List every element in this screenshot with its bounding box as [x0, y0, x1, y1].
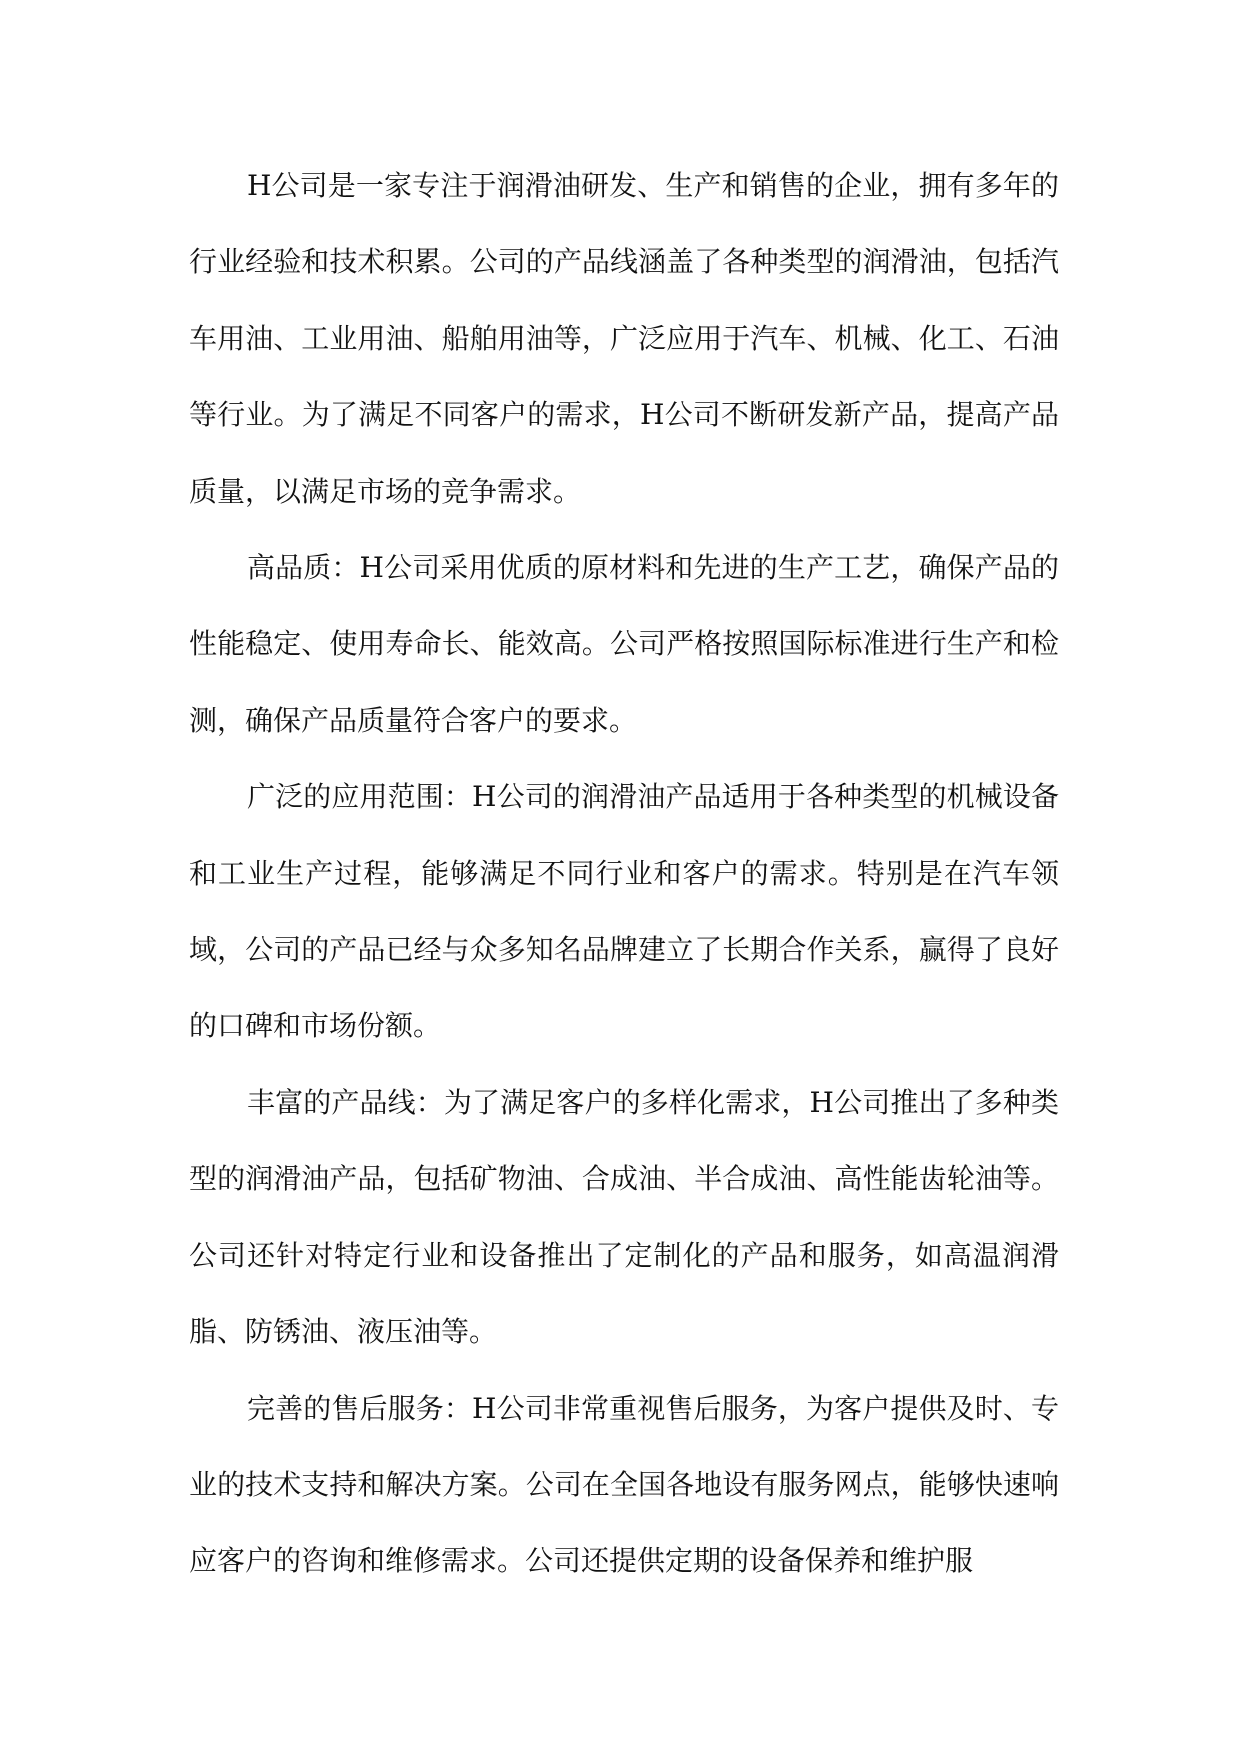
- paragraph-company-intro: H公司是一家专注于润滑油研发、生产和销售的企业，拥有多年的行业经验和技术积累。公司的产品线涵盖了各种类型的润滑油，包括汽车用油、工业用油、船舶用油等，广泛应用于汽车、机械、化工、石油等行业。为了满足不同客户的需求，H公司不断研发新产品，提高产品质量，以满足市场的竞争需求。: [189, 169, 1059, 508]
- paragraph-product-line: 丰富的产品线：为了满足客户的多样化需求，H公司推出了多种类型的润滑油产品，包括矿物油、合成油、半合成油、高性能齿轮油等。公司还针对特定行业和设备推出了定制化的产品和服务，如高温润滑脂、防锈油、液压油等。: [189, 1085, 1059, 1349]
- document-body: [189, 148, 1059, 1600]
- paragraph-applications: 广泛的应用范围：H公司的润滑油产品适用于各种类型的机械设备和工业生产过程，能够满足不同行业和客户的需求。特别是在汽车领域，公司的产品已经与众多知名品牌建立了长期合作关系，赢得了良好的口碑和市场份额。: [189, 780, 1059, 1043]
- paragraph-high-quality: 高品质：H公司采用优质的原材料和先进的生产工艺，确保产品的性能稳定、使用寿命长、能效高。公司严格按照国际标准进行生产和检测，确保产品质量符合客户的要求。: [189, 551, 1059, 737]
- paragraph-after-sales: 完善的售后服务：H公司非常重视售后服务，为客户提供及时、专业的技术支持和解决方案。公司在全国各地设有服务网点，能够快速响应客户的咨询和维修需求。公司还提供定期的设备保养和维护服: [189, 1391, 1059, 1578]
